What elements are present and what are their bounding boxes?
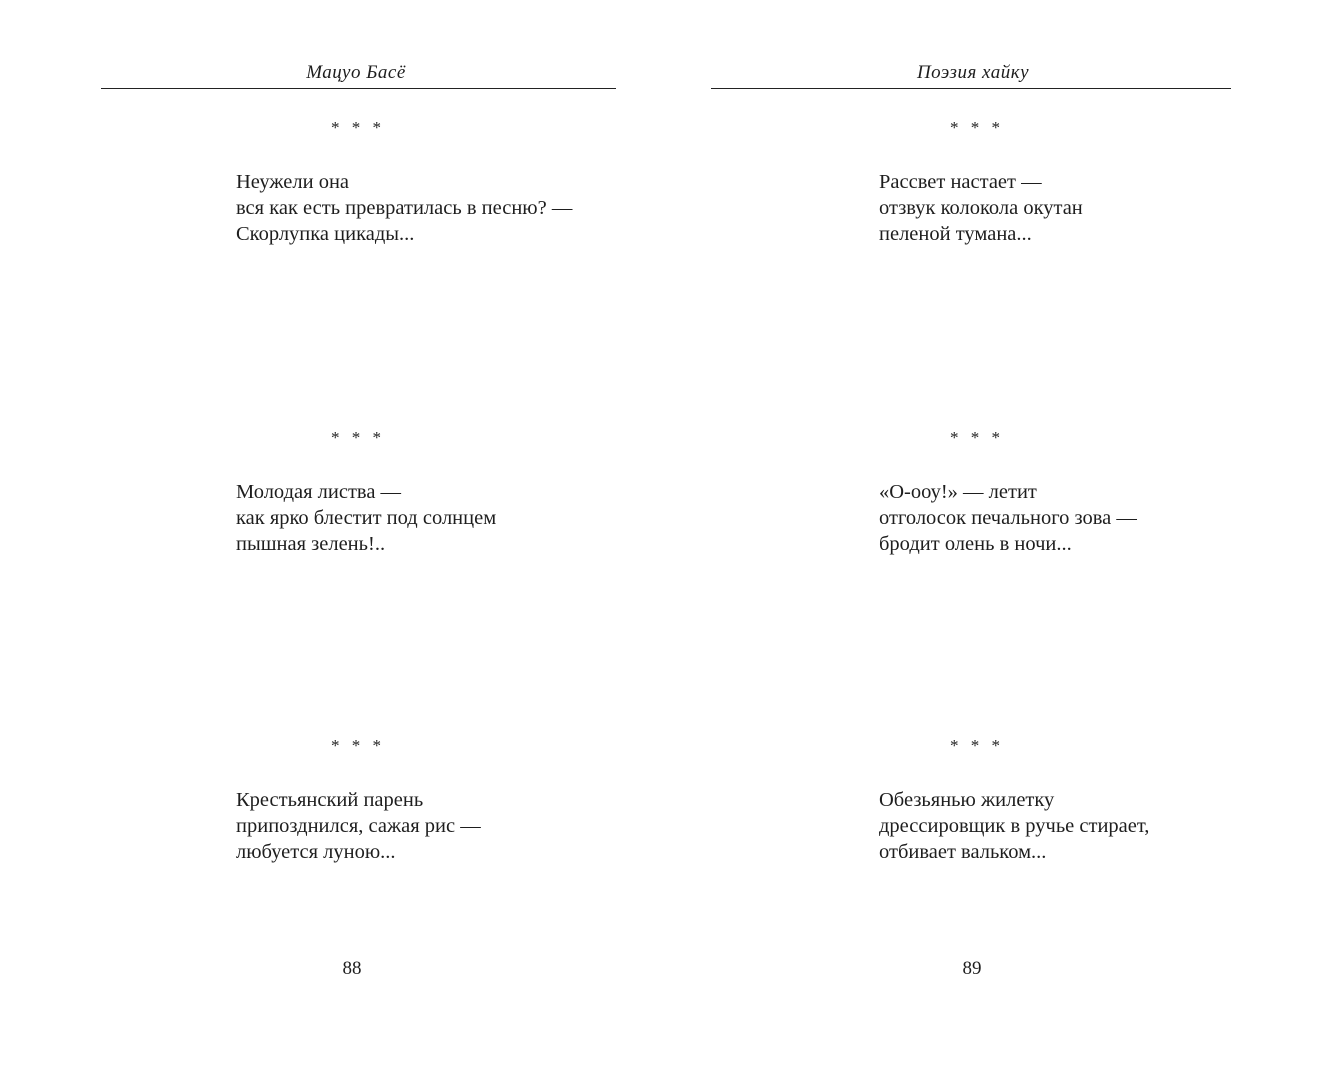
haiku-line: Молодая листва —: [236, 481, 402, 503]
haiku-1: [236, 169, 572, 247]
haiku-line: Скорлупка цикады...: [236, 223, 415, 245]
haiku-line: пышная зелень!..: [236, 533, 386, 555]
asterism-separator: * * *: [331, 118, 385, 137]
haiku-2: [236, 479, 496, 557]
haiku-line: отголосок печального зова —: [879, 507, 1137, 529]
haiku-line: вся как есть превратилась в песню? —: [236, 197, 573, 219]
page-number: 88: [342, 958, 362, 979]
asterism-separator: * * *: [331, 736, 385, 755]
haiku-line: пеленой тумана...: [879, 223, 1032, 245]
haiku-line: отзвук колокола окутан: [879, 197, 1083, 219]
haiku-3: [879, 787, 1149, 865]
running-head-title: Поэзия хайку: [916, 62, 1030, 83]
running-head-author: Мацуо Басё: [306, 62, 406, 83]
haiku-2: [879, 479, 1137, 557]
haiku-1: [879, 169, 1083, 247]
header-rule: [101, 88, 616, 89]
haiku-line: «О-ооу!» — летит: [879, 481, 1037, 503]
haiku-line: любуется луною...: [236, 841, 396, 863]
haiku-line: дрессировщик в ручье стирает,: [879, 815, 1150, 837]
haiku-line: как ярко блестит под солнцем: [236, 507, 497, 529]
asterism-separator: * * *: [950, 118, 1004, 137]
haiku-line: бродит олень в ночи...: [879, 533, 1072, 555]
right-page: [663, 0, 1326, 1080]
asterism-separator: * * *: [950, 428, 1004, 447]
header-rule: [711, 88, 1231, 89]
haiku-line: Обезьянью жилетку: [879, 789, 1055, 811]
page-number: 89: [962, 958, 982, 979]
haiku-3: [236, 787, 481, 865]
haiku-line: Неужели она: [236, 171, 350, 193]
asterism-separator: * * *: [950, 736, 1004, 755]
haiku-line: Крестьянский парень: [236, 789, 424, 811]
haiku-line: Рассвет настает —: [879, 171, 1042, 193]
haiku-line: отбивает вальком...: [879, 841, 1047, 863]
asterism-separator: * * *: [331, 428, 385, 447]
haiku-line: припозднился, сажая рис —: [236, 815, 481, 837]
